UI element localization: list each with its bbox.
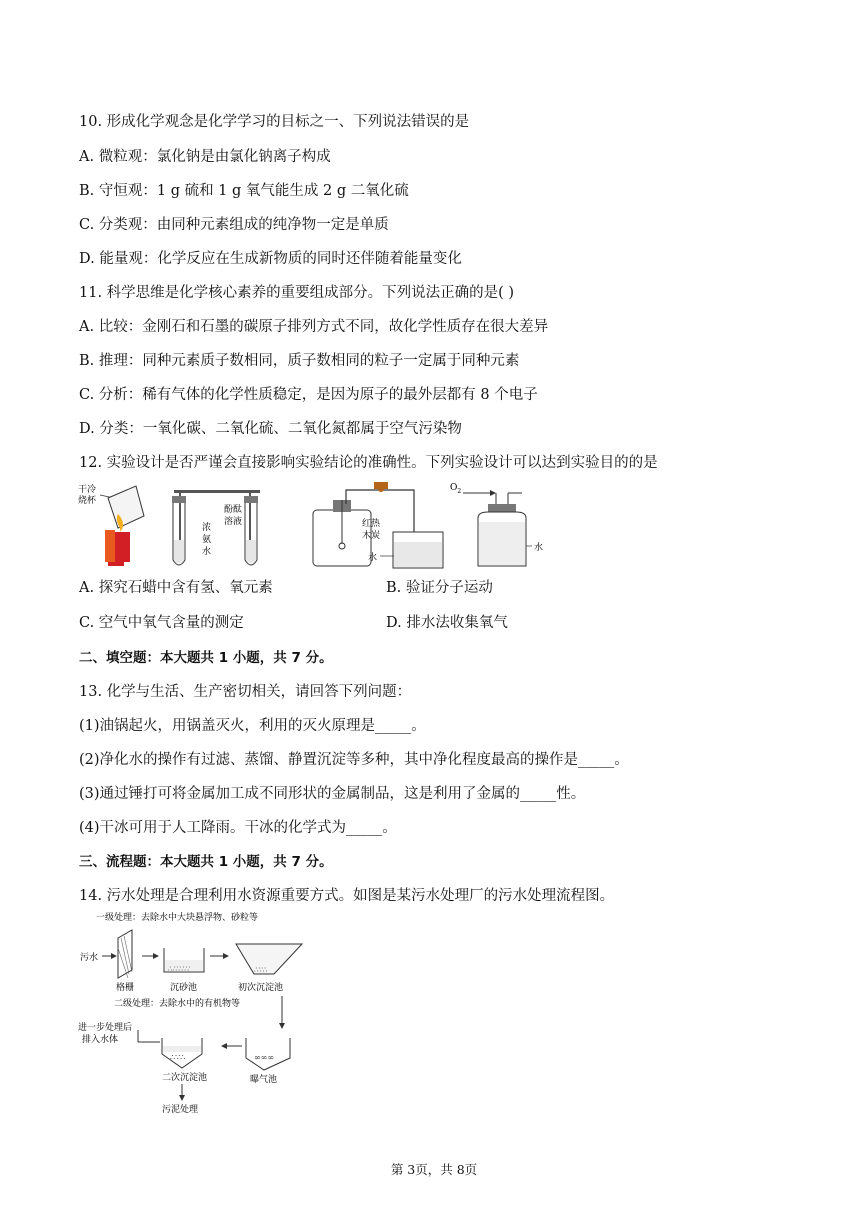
q11-option-b: B. 推理：同种元素质子数相同，质子数相同的粒子一定属于同种元素 <box>79 353 520 369</box>
outflow-label-2: 排入水体 <box>82 1035 119 1045</box>
secondary-tank <box>162 1038 202 1068</box>
phenol-label-1: 酚酞 <box>224 505 243 515</box>
q13-item-1: (1)油锅起火，用锅盖灭火，利用的灭火原理是_____。 <box>79 718 426 734</box>
inflow-label: 污水 <box>80 953 99 963</box>
q10-option-c: C. 分类观：由同种元素组成的纯净物一定是单质 <box>79 217 389 233</box>
water-displacement-apparatus <box>450 483 543 566</box>
primary-label: 初次沉淀池 <box>238 983 284 993</box>
svg-text:∴∴∵∴∵: ∴∴∵∴∵ <box>168 965 191 973</box>
candle-beaker-apparatus <box>78 483 144 566</box>
sand-basin <box>164 948 204 973</box>
q12-option-a: A. 探究石蜡中含有氢、氧元素 <box>79 580 273 596</box>
section-2-heading: 二、填空题：本大题共 1 小题，共 7 分。 <box>79 650 333 666</box>
q13-item-4: (4)干冰可用于人工降雨。干冰的化学式为_____。 <box>79 820 397 836</box>
grid-screen <box>118 930 132 978</box>
charcoal-label-1: 红热 <box>362 519 381 529</box>
wastewater-flow-figure <box>78 908 318 1118</box>
charcoal-label-2: 木炭 <box>362 531 381 541</box>
q12-stem: 12. 实验设计是否严谨会直接影响实验结论的准确性。下列实验设计可以达到实验目的的是 <box>79 455 658 471</box>
aeration-label: 曝气池 <box>250 1075 278 1085</box>
sand-label: 沉砂池 <box>170 983 198 993</box>
q10-stem: 10. 形成化学观念是化学学习的目标之一、下列说法错误的是 <box>79 114 470 130</box>
q14-stem: 14. 污水处理是合理利用水资源重要方式。如图是某污水处理厂的污水处理流程图。 <box>79 888 615 904</box>
grid-label: 格栅 <box>116 983 135 993</box>
svg-text:∴∵∴: ∴∵∴ <box>170 1053 186 1062</box>
water-label-c: 水 <box>368 553 378 563</box>
q11-option-d: D. 分类：一氧化碳、二氧化硫、二氧化氮都属于空气污染物 <box>79 421 462 437</box>
beaker-label-1: 干冷 <box>78 485 97 495</box>
q12-option-b: B. 验证分子运动 <box>386 580 493 596</box>
q11-option-c: C. 分析：稀有气体的化学性质稳定，是因为原子的最外层都有 8 个电子 <box>79 387 538 403</box>
stage2-label: 二级处理：去除水中的有机物等 <box>114 999 241 1009</box>
q10-option-d: D. 能量观：化学反应在生成新物质的同时还伴随着能量变化 <box>79 251 462 267</box>
q13-item-3: (3)通过锤打可将金属加工成不同形状的金属制品，这是利用了金属的_____性。 <box>79 786 586 802</box>
svg-text:∴∵∴: ∴∵∴ <box>254 966 268 974</box>
phenol-label-2: 溶液 <box>224 517 243 527</box>
secondary-label: 二次沉淀池 <box>162 1073 208 1083</box>
q11-stem: 11. 科学思维是化学核心素养的重要组成部分。下列说法正确的是( ) <box>79 285 515 301</box>
oxygen-content-apparatus <box>313 482 443 568</box>
o2-label: $O_2$ <box>450 483 462 495</box>
svg-text:∞∞∞: ∞∞∞ <box>254 1053 274 1062</box>
q12-experiment-figure <box>78 480 558 575</box>
q12-option-c: C. 空气中氧气含量的测定 <box>79 615 244 631</box>
beaker-label-2: 烧杯 <box>78 496 97 506</box>
q13-stem: 13. 化学与生活、生产密切相关，请回答下列问题： <box>79 684 412 700</box>
q12-option-d: D. 排水法收集氧气 <box>386 615 508 631</box>
molecule-motion-apparatus <box>172 490 260 565</box>
q10-option-b: B. 守恒观：1 g 硫和 1 g 氧气能生成 2 g 二氧化硫 <box>79 183 409 199</box>
ammonia-label-2: 氨 <box>202 535 212 545</box>
aeration-tank <box>246 1038 290 1070</box>
q13-item-2: (2)净化水的操作有过滤、蒸馏、静置沉淀等多种，其中净化程度最高的操作是_____。 <box>79 752 629 768</box>
page-footer: 第 3页，共 8页 <box>390 1162 478 1177</box>
primary-tank <box>236 944 302 974</box>
outflow-label-1: 进一步处理后 <box>78 1023 133 1033</box>
q11-option-a: A. 比较：金刚石和石墨的碳原子排列方式不同，故化学性质存在很大差异 <box>79 319 549 335</box>
ammonia-label-1: 浓 <box>202 523 212 533</box>
water-label-d: 水 <box>534 543 544 553</box>
q10-option-a: A. 微粒观：氯化钠是由氯化钠离子构成 <box>79 149 331 165</box>
stage1-label: 一级处理：去除水中大块悬浮物、砂粒等 <box>96 913 259 923</box>
ammonia-label-3: 水 <box>202 547 212 557</box>
section-3-heading: 三、流程题：本大题共 1 小题，共 7 分。 <box>79 854 333 870</box>
sludge-label: 污泥处理 <box>162 1105 199 1115</box>
